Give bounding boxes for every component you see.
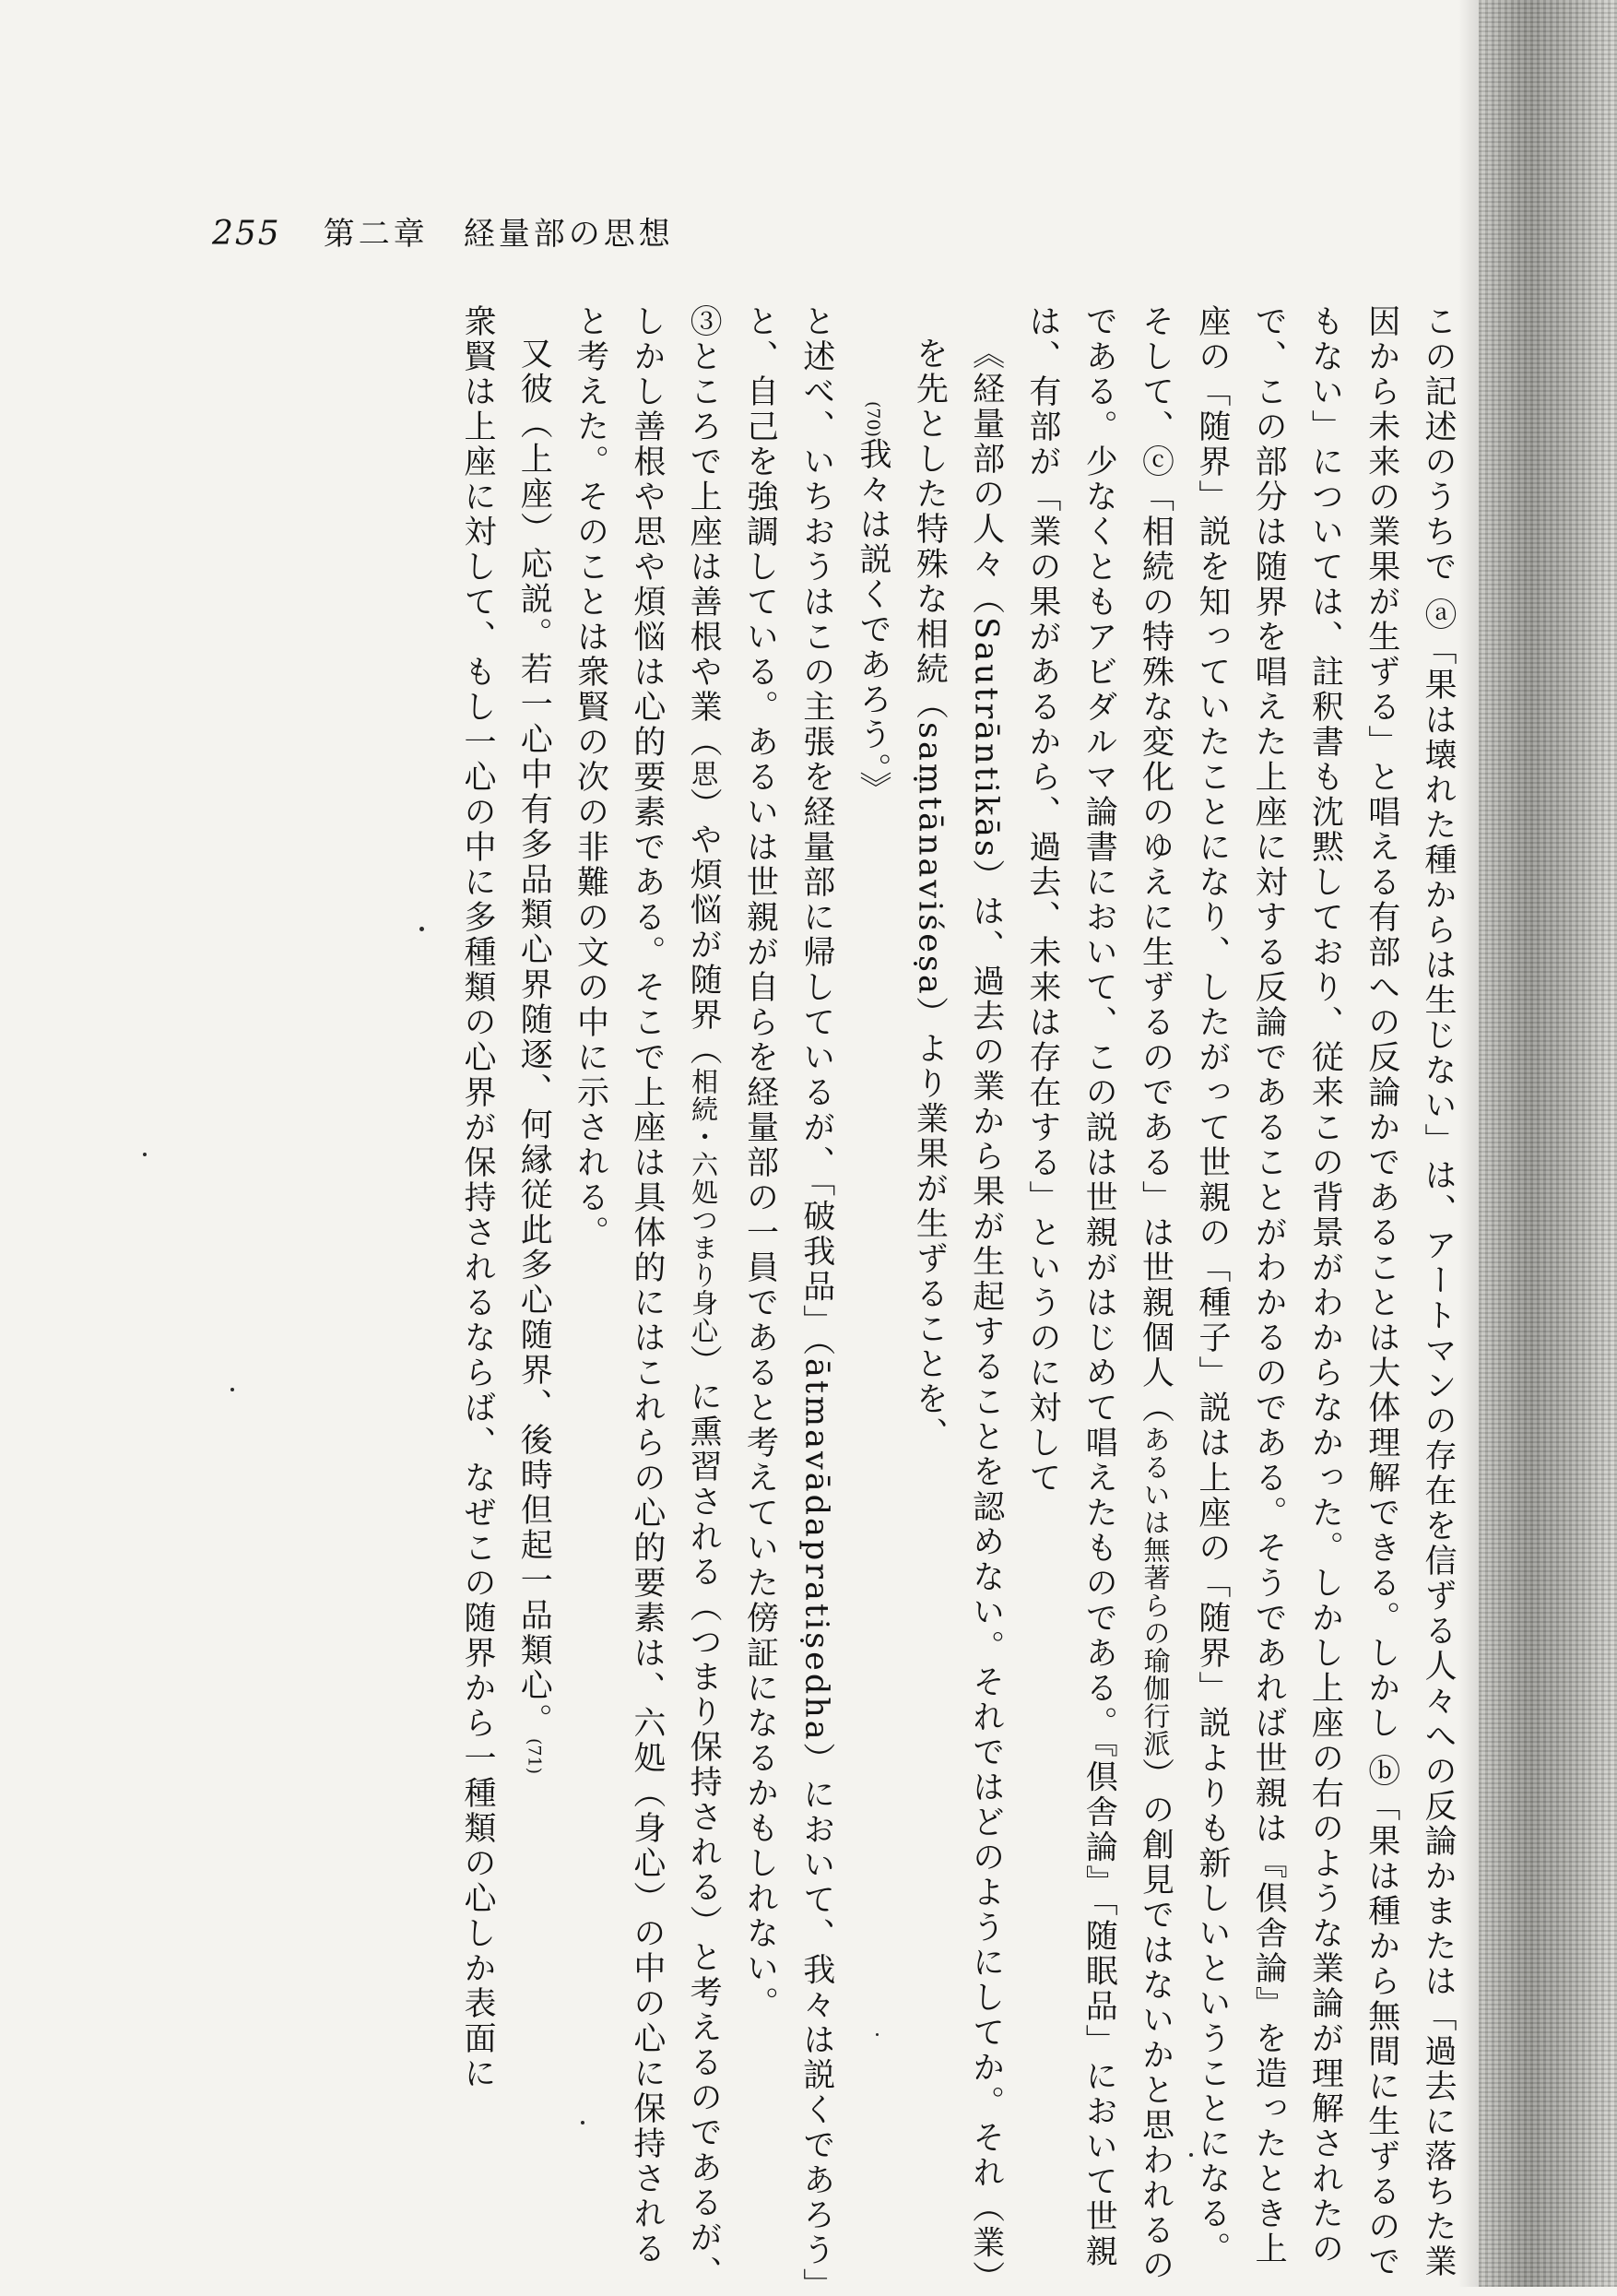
footnote-ref-70: (70) [863, 401, 884, 438]
paragraph-5-text: 衆賢は上座に対して、もし一心の中に多種類の心界が保持されるならば、なぜこの随界から一種類の心しか表面に [458, 304, 496, 2091]
scan-speck [143, 1153, 147, 1156]
scan-speck [230, 1388, 234, 1391]
footnote-ref-71: (71) [524, 1738, 545, 1775]
paragraph-3-text-b: ）や煩悩が随界（ [685, 787, 723, 1068]
scan-speck [581, 2121, 584, 2124]
paragraph-2-text: と述べ、いちおうはこの主張を経量部に帰しているが、「破我品」（ātmavādapratiṣedha）において、我々は説くであろう」と、自己を強調している。あるいは世親が自らを経量部の一員であると考えていた傍証になるかもしれない。 [741, 304, 835, 2288]
paragraph-1-tail: ）の創見ではないかと思われるのである。少なくともアビダルマ論書において、この説は世親がはじめて唱えたものである。『倶舎論』「随眠品」において世親は、有部が「業の果があるから、過去、未来は存在する」というのに対して [1023, 304, 1174, 2283]
scan-speck [1189, 2153, 1193, 2157]
paragraph-4-citation [505, 304, 561, 2296]
paragraph-3 [561, 304, 731, 2296]
paragraph-1-note: あるいは無著らの瑜伽行派 [1139, 1426, 1172, 1758]
paragraph-5 [449, 304, 505, 2296]
running-head [212, 208, 674, 254]
quotation-1-text: 《経量部の人々（Sautrāntikās）は、過去の業から果が生起することを認めない。それではどのようにしてか。それ（業）を先とした特殊な相続（saṃtānaviśeṣa）より業果が生ずることを、 [911, 337, 1005, 2296]
paragraph-1-text: この記述のうちで ⓐ「果は壊れた種からは生じない」は、アートマンの存在を信ずる人々への反論かまたは「過去に落ちた業因から未来の業果が生ずる」と唱える有部への反論かであることは大体理解できる。しかし ⓑ「果は種から無間に生ずるのでもない」については、註釈書も沈黙しており、従来この背景がわからなかった。しかし上座の右のような業論が理解されたので、この部分は随界を唱えた上座に対する反論であることがわかるのである。そうであれば世親は『倶舎論』を造ったとき上座の「随界」説を知っていたことになり、したがって世親の「種子」説は上座の「随界」説よりも新しいということになる。そして、ⓒ「相続の特殊な変化のゆえに生ずるのである」は世親個人（ [1137, 304, 1457, 2280]
book-binding-shadow [1479, 0, 1617, 2287]
scan-speck [876, 2033, 879, 2036]
scan-speck [419, 927, 424, 931]
quotation-2-text: 我々は説くであろう。》 [855, 437, 892, 807]
paragraph-3-text-a: ③ところで上座は善根や業（ [685, 304, 723, 760]
page-number: 255 [212, 215, 281, 253]
paragraph-3-note-2: 相続・六処つまり身心 [688, 1068, 720, 1344]
paragraph-3-text-c: ）に熏習される（つまり保持される）と考えるのであるが、しかし善根や思や煩悩は心的要素である。そこで上座は具体的にはこれらの心的要素は、六処（身心）の中の心に保持されると考えた。そのことは衆賢の次の非難の文の中に示される。 [572, 304, 723, 2290]
vertical-body-text [166, 304, 1466, 2296]
quotation-1 [901, 304, 1014, 2296]
quotation-2 [844, 304, 901, 2296]
paragraph-1 [1014, 304, 1466, 2296]
paragraph-4-text: 又彼（上座）応説。若一心中有多品類心界随逐、何縁従此多心随界、後時但起一品類心。 [515, 337, 553, 1738]
paragraph-2 [731, 304, 844, 2296]
paragraph-3-note-1: 思 [688, 760, 720, 787]
chapter-title: 第二章 経量部の思想 [323, 216, 674, 253]
